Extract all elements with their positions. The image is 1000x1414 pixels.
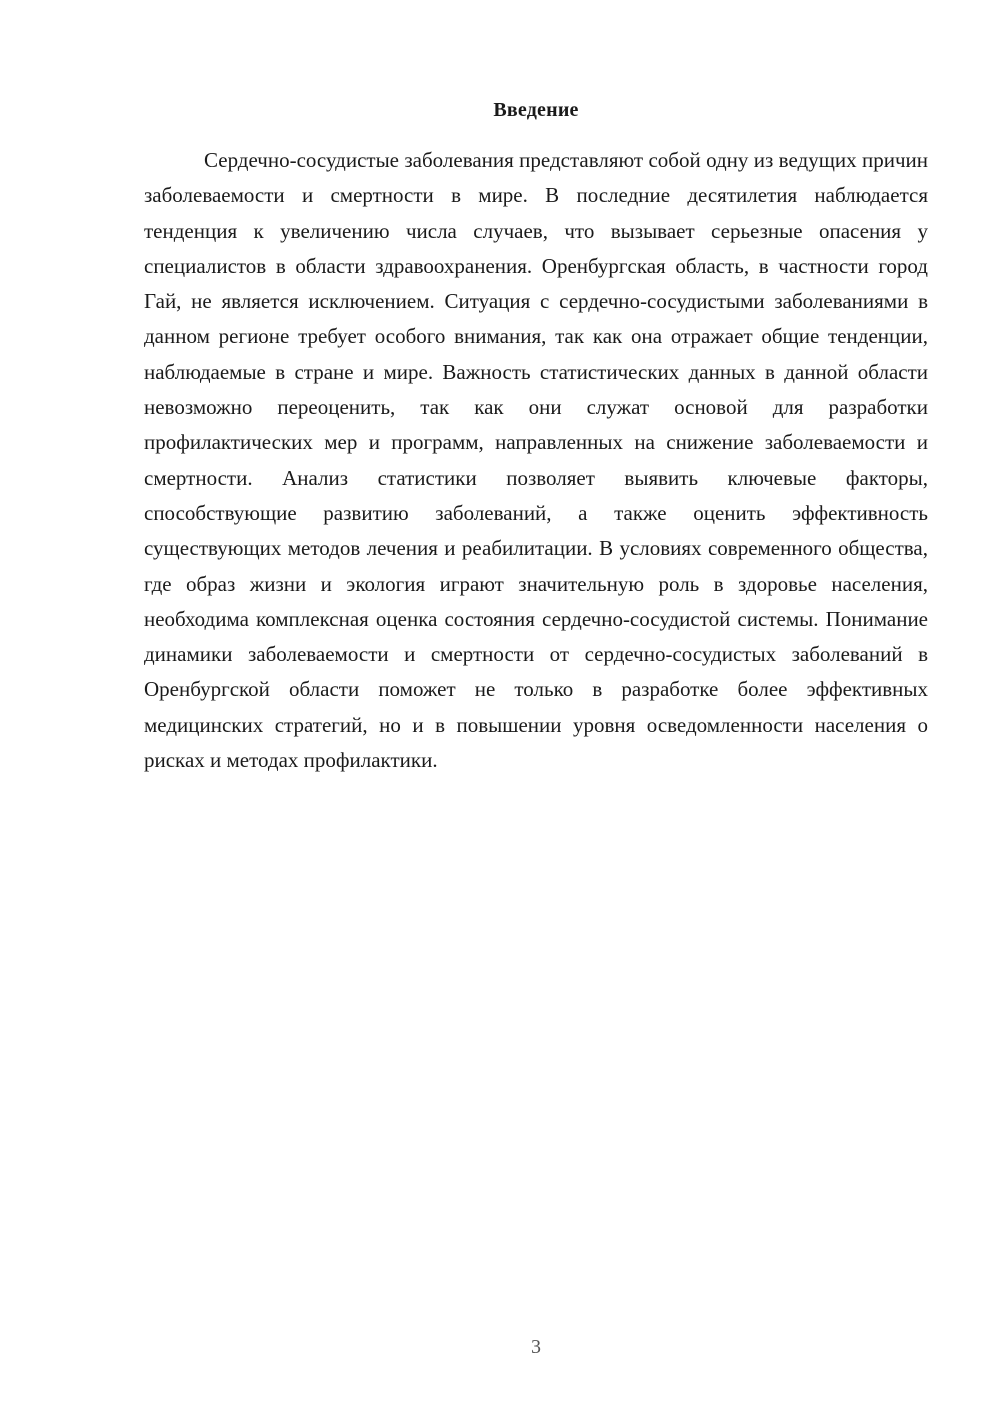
- page-number: 3: [531, 1336, 541, 1358]
- section-heading: Введение: [493, 99, 579, 121]
- intro-paragraph: Сердечно-сосудистые заболевания представляют собой одну из ведущих причин заболеваемости и смертности в мире. В последние десятилетия наблюдается тенденция к увеличению числа случаев, что вызывает серьезные опасения у специалистов в области здравоохранения. Оренбургская область, в частности город Гай, не является исключением. Ситуация с сердечно-сосудистыми заболеваниями в данном регионе требует особого внимания, так как она отражает общие тенденции, наблюдаемые в стране и мире. Важность статистических данных в данной области невозможно переоценить, так как они служат основой для разработки профилактических мер и программ, направленных на снижение заболеваемости и смертности. Анализ статистики позволяет выявить ключевые факторы, способствующие развитию заболеваний, а также оценить эффективность существующих методов лечения и реабилитации. В условиях современного общества, где образ жизни и экология играют значительную роль в здоровье населения, необходима комплексная оценка состояния сердечно-сосудистой системы. Понимание динамики заболеваемости и смертности от сердечно-сосудистых заболеваний в Оренбургской области поможет не только в разработке более эффективных медицинских стратегий, но и в повышении уровня осведомленности населения о рисках и методах профилактики.: [144, 148, 928, 773]
